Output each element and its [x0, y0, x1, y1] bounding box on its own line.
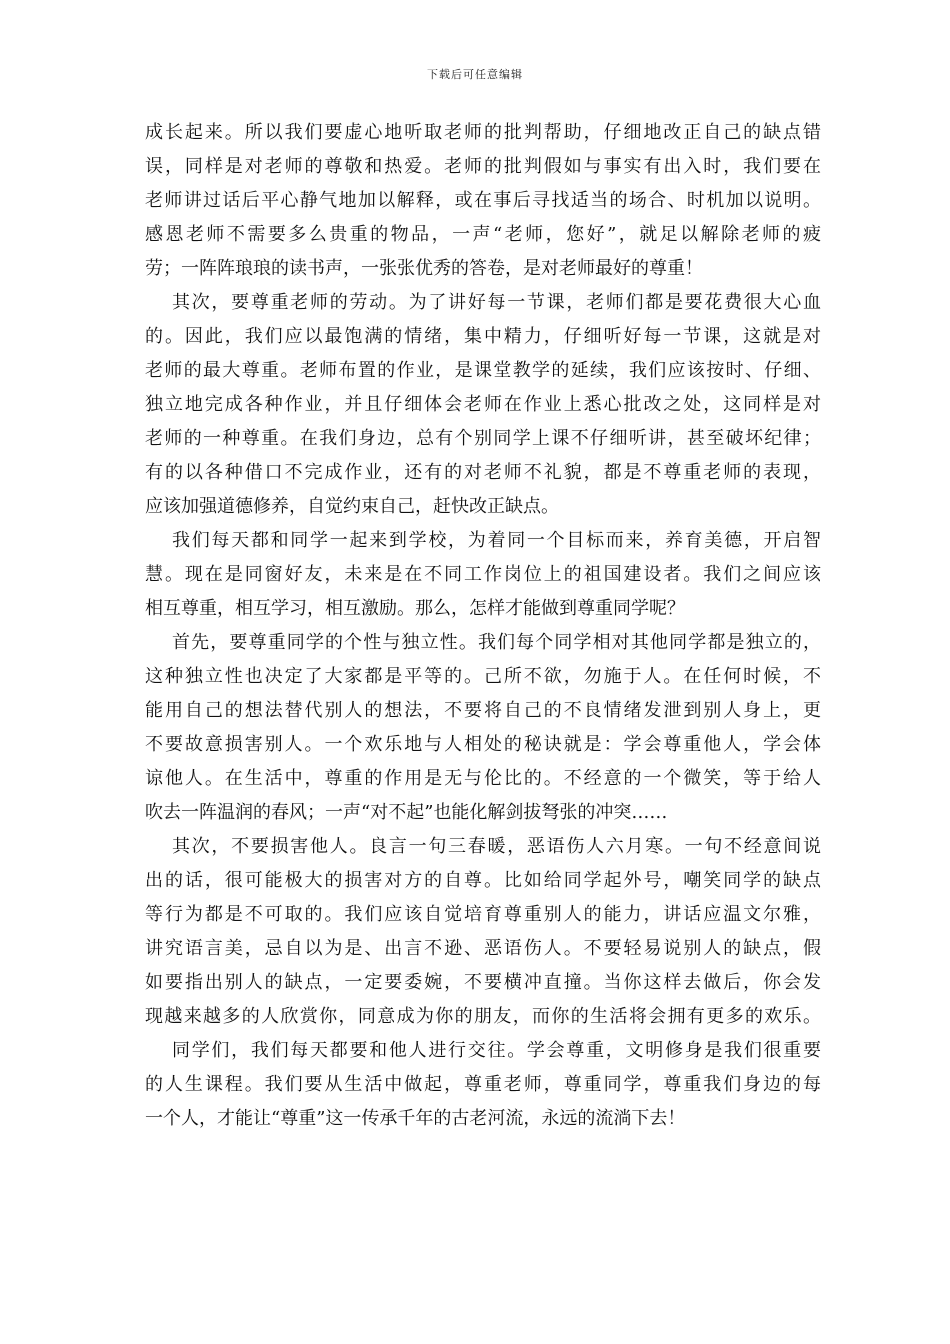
text-line: 这种独立性也决定了大家都是平等的。己所不欲，勿施于人。在任何时候，不 [145, 666, 821, 687]
text-line: 吹去一阵温润的春风；一声“对不起”也能化解剑拔弩张的冲突…… [145, 802, 668, 823]
text-line: 老师的一种尊重。在我们身边，总有个别同学上课不仔细听讲，甚至破坏纪律； [145, 428, 821, 449]
text-line: 现越来越多的人欣赏你，同意成为你的朋友，而你的生活将会拥有更多的欢乐。 [145, 1006, 821, 1027]
text-line: 老师讲过话后平心静气地加以解释，或在事后寻找适当的场合、时机加以说明。 [145, 190, 821, 211]
text-line: 劳；一阵阵琅琅的读书声，一张张优秀的答卷，是对老师最好的尊重！ [145, 258, 703, 279]
text-line: 独立地完成各种作业，并且仔细体会老师在作业上悉心批改之处，这同样是对 [145, 394, 821, 415]
text-line: 的。因此，我们应以最饱满的情绪，集中精力，仔细听好每一节课，这就是对 [145, 326, 821, 347]
text-line: 一个人，才能让“尊重”这一传承千年的古老河流，永远的流淌下去！ [145, 1108, 686, 1129]
text-line: 慧。现在是同窗好友，未来是在不同工作岗位上的祖国建设者。我们之间应该 [145, 564, 821, 585]
text-line: 感恩老师不需要多么贵重的物品，一声“老师，您好”，就足以解除老师的疲 [145, 224, 821, 245]
text-line: 的人生课程。我们要从生活中做起，尊重老师，尊重同学，尊重我们身边的每 [145, 1074, 821, 1095]
text-line: 等行为都是不可取的。我们应该自觉培育尊重别人的能力，讲话应温文尔雅， [145, 904, 821, 925]
text-line: 不要故意损害别人。一个欢乐地与人相处的秘诀就是：学会尊重他人，学会体 [145, 734, 821, 755]
text-line: 其次，不要损害他人。良言一句三春暖，恶语伤人六月寒。一句不经意间说 [172, 836, 821, 857]
text-line: 讲究语言美，忌自以为是、出言不逊、恶语伤人。不要轻易说别人的缺点，假 [145, 938, 821, 959]
document-body [145, 116, 821, 1136]
text-line: 我们每天都和同学一起来到学校，为着同一个目标而来，养育美德，开启智 [172, 530, 821, 551]
text-line: 首先，要尊重同学的个性与独立性。我们每个同学相对其他同学都是独立的， [172, 632, 821, 653]
text-line: 谅他人。在生活中，尊重的作用是无与伦比的。不经意的一个微笑，等于给人 [145, 768, 821, 789]
page-header: 下载后可任意编辑 [427, 68, 523, 81]
text-line: 相互尊重，相互学习，相互激励。那么，怎样才能做到尊重同学呢？ [145, 598, 685, 619]
text-line: 同学们，我们每天都要和他人进行交往。学会尊重，文明修身是我们很重要 [172, 1040, 821, 1061]
text-line: 误，同样是对老师的尊敬和热爱。老师的批判假如与事实有出入时，我们要在 [145, 156, 821, 177]
text-line: 如要指出别人的缺点，一定要委婉，不要横冲直撞。当你这样去做后，你会发 [145, 972, 821, 993]
text-line: 成长起来。所以我们要虚心地听取老师的批判帮助，仔细地改正自己的缺点错 [145, 122, 821, 143]
text-line: 有的以各种借口不完成作业，还有的对老师不礼貌，都是不尊重老师的表现， [145, 462, 821, 483]
text-line: 老师的最大尊重。老师布置的作业，是课堂教学的延续，我们应该按时、仔细、 [145, 360, 821, 381]
text-line: 出的话，很可能极大的损害对方的自尊。比如给同学起外号，嘲笑同学的缺点 [145, 870, 821, 891]
text-line: 其次，要尊重老师的劳动。为了讲好每一节课，老师们都是要花费很大心血 [172, 292, 821, 313]
text-line: 能用自己的想法替代别人的想法，不要将自己的不良情绪发泄到别人身上，更 [145, 700, 821, 721]
text-line: 应该加强道德修养，自觉约束自己，赶快改正缺点。 [145, 496, 559, 517]
